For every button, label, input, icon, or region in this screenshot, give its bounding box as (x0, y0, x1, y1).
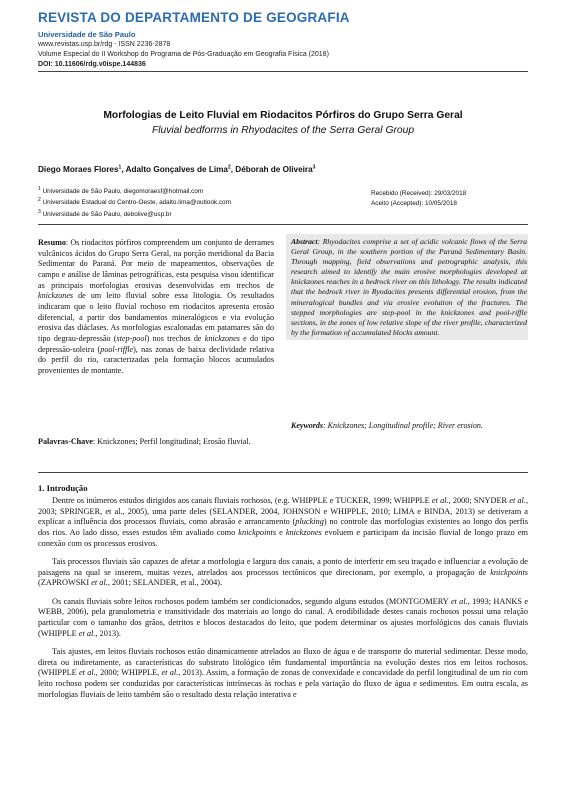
accepted-date: Aceito (Accepted): 10/05/2018 (371, 200, 457, 207)
citation-etal: et al. (78, 668, 96, 678)
paragraph-text: , 2000; SNYDER (448, 496, 510, 505)
article-title-pt: Morfologias de Leito Fluvial em Riodacitos Pórfiros do Grupo Serra Geral (103, 110, 463, 121)
citation-etal: et al. (78, 628, 96, 638)
abstract-en-text: : Rhyodacites comprise a set of acidic volcanic flows of the Serra Geral Group, in the southern portion of the Paraná Sedimentary Basin. Through mapping, field observations and petrographic analysis, this research aimed to identify the main erosive morphologies developed at knickzones reaches in a bedrock river on this lithology. The results indicated that the bedrock river in Ryodacites presents differential erosion, from the mineralogical bundles and via erosive evolution of the fractures. The stepped morphologies are step-pool in the knickzones and pool-riffle sections, in the zones of low relative slope of the river profile, characterized by the formation of accumulated blocks amount. (291, 237, 527, 337)
abstract-pt-term: knickzones (38, 291, 74, 301)
keywords-en (291, 421, 527, 430)
paragraph-text: Os canais fluviais sobre leitos rochosos podem também ser condicionados, segundo alguns estudos (MONTGOMERY (52, 596, 451, 606)
author-name: Diego Moraes Flores (38, 165, 119, 174)
header-rule (38, 71, 528, 72)
abstract-pt (38, 238, 274, 377)
paragraph-text: Dentre os inúmeros estudos dirigidos aos canais fluviais rochosos, (e.g. WHIPPLE e TUCKER, 1999; WHIPPLE (52, 496, 432, 505)
paragraph-text: , 2013). Assim, a formação de zonas de convexidade e concavidade do perfil longitudinal de um rio com leito rochoso podem ser conduzidas por características intrínsecas às rochas e pela variação do fluxo de água e sedimentos. Em outra escala, as morfologias fluviais de leito também são o resultado desta relação interativa e (38, 668, 529, 699)
paragraph (38, 597, 528, 640)
abstract-pt-term: pool-riffle (100, 344, 134, 354)
abstract-en (291, 237, 527, 338)
paragraph-text: Tais ajustes, em leitos fluviais rochosos estão dinamicamente atrelados ao fluxo de água e de transporte do material sedimentar. Desse modo, direta ou indiretamente, as características do substrato litológico têm fundamental importância na evolução destes rios em leitos rochosos. (WHIPPLE (38, 646, 528, 678)
abstract-rule (38, 224, 528, 225)
author-mark: 1 (118, 164, 122, 171)
introduction-body (38, 496, 528, 708)
paragraph-term: plucking (295, 517, 324, 527)
section-rule (38, 472, 528, 473)
paragraph-text: , 2000; WHIPPLE, (95, 668, 162, 678)
citation-etal: et al. (450, 596, 468, 606)
article-title-en: Fluvial bedforms in Rhyodacites of the Serra Geral Group (151, 125, 415, 136)
abstract-pt-text: ) nos trechos de (146, 333, 205, 343)
paragraph-text: Tais processos fluviais são capazes de afetar a morfologia e largura dos canais, a ponto de interferir em seu traçado e influenciar a evolução de paisagens na qual se inserem, muitas vezes, atrelados aos processos tectônicos que direcionam, por exemplo, a propagação de (38, 557, 528, 577)
citation-etal: et al. (431, 496, 449, 505)
author-name: Adalto Gonçalves de Lima (125, 165, 228, 174)
affiliation (38, 197, 358, 208)
paragraph-text: , 2003; SPRINGER, et al., 2005), uma parte deles (SELANDER, 2004, JOHNSON e WHIPPLE, 2010; LIMA e BINDA, 2013) se detiveram a explicar a influência dos processos fluviais, como abrasão e arrancamento ( (38, 496, 529, 527)
keywords-en-text: : Knickzones; Longitudinal profile; River erosion. (323, 421, 483, 430)
keywords-pt-text: : Knickzones; Perfil longitudinal; Erosão fluvial. (92, 437, 251, 446)
abstract-pt-term: step-pool (116, 333, 147, 343)
affiliation-mark: 1 (38, 185, 41, 192)
paragraph-term: knickpoints (490, 567, 528, 577)
affiliation-list (38, 186, 358, 220)
paragraph-text: , 1993; HANKS e WEBB, 2006), pela granulometria e transitividade dos materiais ao longo do canal. A erodibilidade destes canais rochosos possui uma relação particular com o tamanho dos grãos, detritos e blocos destacados do leito, que podem determinar os ajustes morfológicos dos canais fluviais (WHIPPLE (38, 596, 529, 638)
abstract-pt-text: de um leito fluvial sobre essa litologia. Os resultados indicaram que o leito fluvial rochoso em riodacitos apresenta erosão diferencial, a partir dos bandamentos mineralógicos e via evolução erosiva das diáclases. As morfologias escalonadas em patamares são do tipo degrau-depressão ( (38, 291, 274, 343)
paragraph-term: knickzones (285, 528, 322, 538)
author-list: Diego Moraes Flores$^1$, Adalto Gonçalves de Lima$^2$, Déborah de Oliveira$^3$ (38, 164, 316, 174)
paragraph-text: , 2013). (95, 628, 121, 638)
keywords-en-label: Keywords (291, 421, 323, 430)
special-volume: Volume Especial do II Workshop do Programa de Pós-Graduação em Geografia Física (2018) (38, 51, 329, 58)
abstract-pt-term: knickzones (204, 333, 240, 343)
paragraph (38, 557, 528, 589)
citation-etal: et al. (509, 496, 526, 505)
abstract-en-label: Abstract (291, 237, 318, 246)
keywords-pt (38, 437, 274, 448)
affiliation-mark: 3 (38, 208, 41, 215)
paragraph-text: e (276, 528, 286, 538)
paragraph-text: ) no controle das morfologias existentes ao longo dos perfis dos rios. Ao lado disso, esses estudos têm avaliado como (38, 517, 528, 538)
affiliation-text: Universidade de São Paulo, debolive@usp.br (42, 210, 172, 218)
paragraph-text: , 2001; SELANDER, et al., 2004). (107, 578, 223, 588)
abstract-pt-text: e do tipo depressão-soleira ( (38, 333, 275, 354)
paragraph-term: knickpoints (238, 528, 277, 538)
author-mark: 2 (227, 164, 231, 171)
keywords-pt-label: Palavras-Chave (38, 437, 93, 446)
article-dates (371, 189, 466, 209)
abstract-pt-text: : Os riodacitos pórfiros compreendem um conjunto de derrames vulcânicos ácidos do Grupo Serra Geral, na porção meridional da Bacia Sedimentar do Paraná. Por meio de mapeamentos, observações de campo e análise de lâminas petrográficas, esta pesquisa visou identificar as principais morfologias erosivas desenvolvidas em trechos de (38, 238, 274, 290)
affiliation (38, 186, 358, 197)
journal-title: REVISTA DO DEPARTAMENTO DE GEOGRAFIA (38, 10, 350, 25)
affiliation (38, 209, 358, 220)
affiliation-text: Universidade de São Paulo, diegomoraesf@hotmail.com (42, 188, 204, 195)
author-name: Déborah de Oliveira (235, 165, 313, 174)
doi: DOI: 10.11606/rdg.v0ispe.144836 (38, 61, 146, 68)
author-mark: 3 (312, 164, 316, 171)
section-heading: 1. Introdução (38, 483, 88, 493)
abstract-pt-label: Resumo (38, 238, 66, 247)
affiliation-mark: 2 (38, 197, 41, 204)
paragraph (38, 496, 528, 550)
affiliation-text: Universidade Estadual do Centro-Oeste, adalto.lima@outlook.com (42, 199, 231, 207)
citation-etal: et al. (161, 668, 179, 678)
paragraph (38, 647, 528, 701)
received-date: Recebido (Received): 29/03/2018 (371, 190, 467, 197)
paragraph-text: evoluem e participam da incisão fluvial de longo prazo em conexão com os processos erosivos. (38, 528, 528, 548)
journal-issn: www.revistas.usp.br/rdg - ISSN 2236-2878 (38, 41, 171, 48)
university-name: Universidade de São Paulo (38, 30, 136, 39)
citation-etal: et al. (91, 578, 108, 588)
paragraph-text: (ZAPROWSKI (38, 578, 92, 588)
abstract-pt-text: ), nas zonas de baixa declividade relativa do perfil do rio, caracterizadas pela formação blocos acumulados provenientes de montante. (38, 344, 275, 375)
